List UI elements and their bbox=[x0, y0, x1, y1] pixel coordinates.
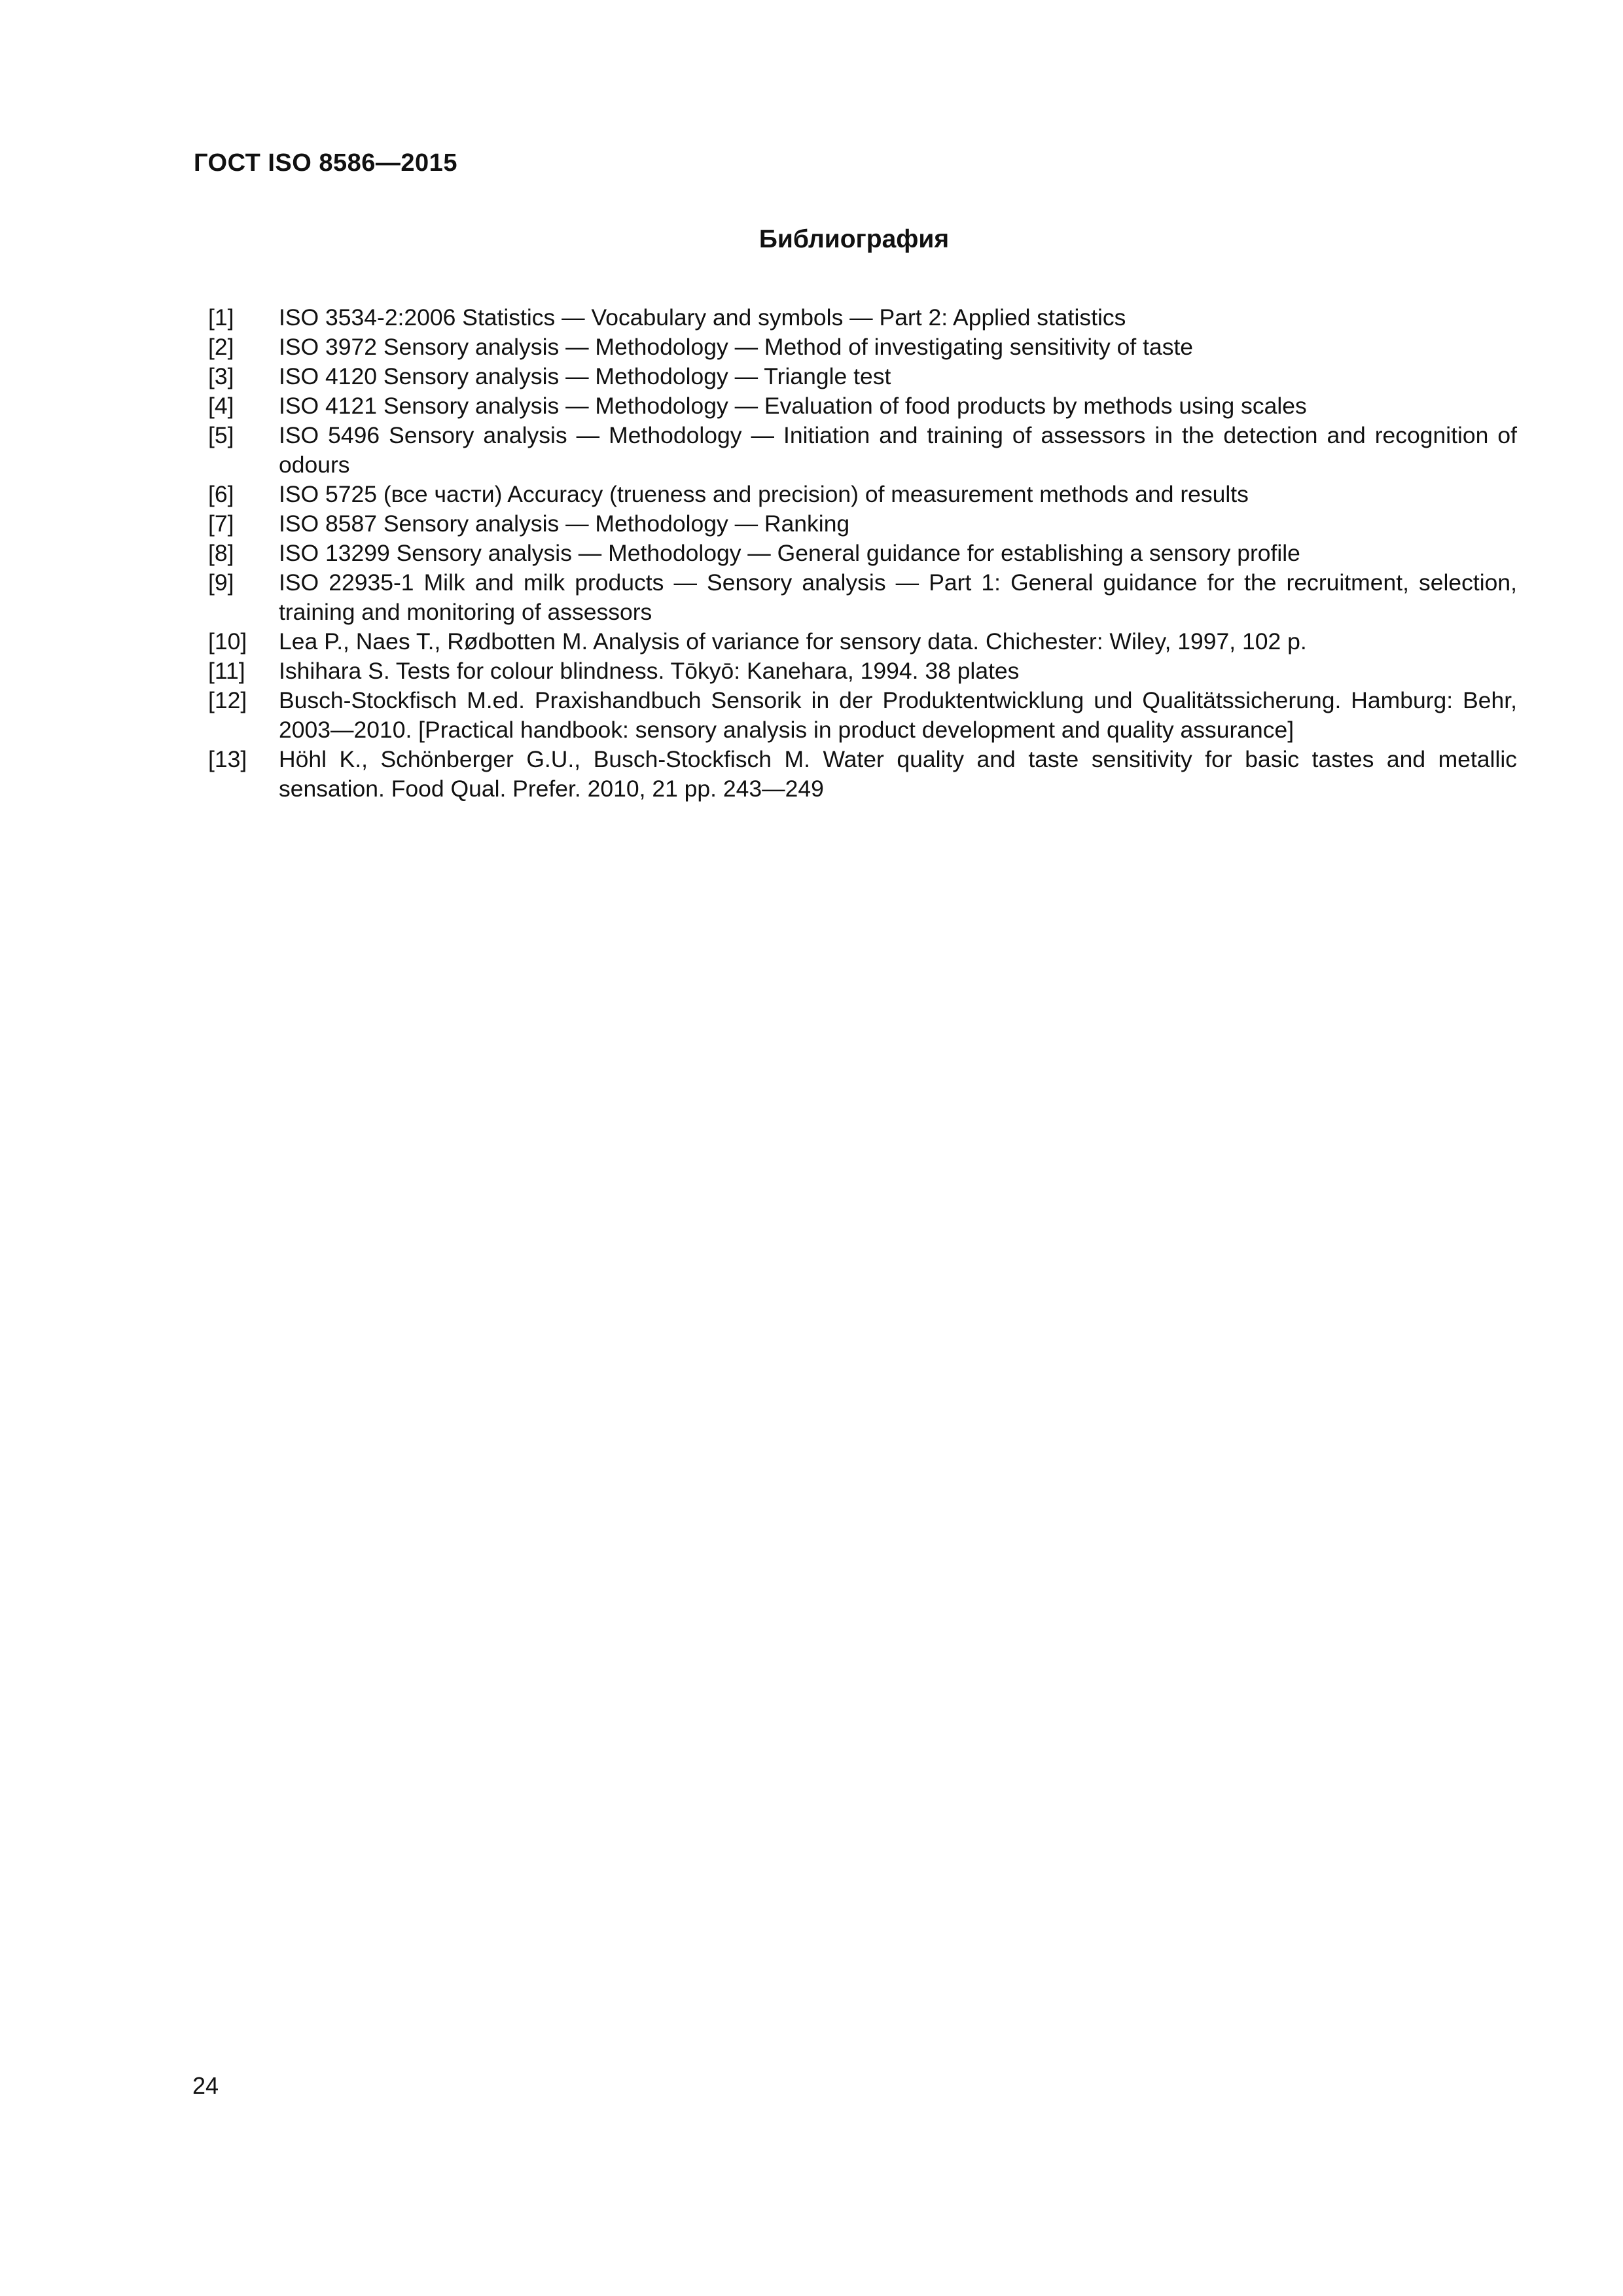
bibliography-entry-number: [10] bbox=[208, 628, 247, 655]
bibliography-entry-text: ISO 5725 (все части) Accuracy (trueness and precision) of measurement methods and results bbox=[279, 481, 1249, 507]
bibliography-entry-number: [5] bbox=[208, 422, 234, 448]
bibliography-list bbox=[208, 303, 1517, 804]
bibliography-entry-text: Ishihara S. Tests for colour blindness. Tōkyō: Kanehara, 1994. 38 plates bbox=[279, 658, 1020, 684]
bibliography-entry-number: [8] bbox=[208, 540, 234, 566]
bibliography-entry bbox=[208, 745, 1517, 804]
bibliography-entry-number: [7] bbox=[208, 511, 234, 537]
bibliography-entry-number: [11] bbox=[208, 658, 245, 684]
bibliography-entry-text: Busch-Stockfisch M.ed. Praxishandbuch Sensorik in der Produktentwicklung und Qualitätssicherung. Hamburg: Behr, 2003—2010. [Practical handbook: sensory analysis in product development and quality assurance] bbox=[279, 687, 1517, 743]
bibliography-entry-number: [13] bbox=[208, 746, 247, 772]
bibliography-entry bbox=[208, 568, 1517, 627]
bibliography-entry bbox=[208, 303, 1517, 332]
bibliography-entry-text: Höhl K., Schönberger G.U., Busch-Stockfisch M. Water quality and taste sensitivity for basic tastes and metallic sensation. Food Qual. Prefer. 2010, 21 pp. 243—249 bbox=[279, 746, 1517, 802]
bibliography-entry-text: ISO 22935-1 Milk and milk products — Sensory analysis — Part 1: General guidance for the recruitment, selection, training and monitoring of assessors bbox=[279, 569, 1517, 625]
bibliography-entry-text: ISO 4120 Sensory analysis — Methodology — Triangle test bbox=[279, 363, 891, 389]
bibliography-entry bbox=[208, 686, 1517, 745]
bibliography-entry-number: [1] bbox=[208, 304, 234, 331]
section-title: Библиография bbox=[758, 225, 950, 253]
bibliography-entry-text: ISO 4121 Sensory analysis — Methodology — Evaluation of food products by methods using scales bbox=[279, 393, 1307, 419]
bibliography-entry-number: [9] bbox=[208, 569, 234, 596]
bibliography-entry-number: [12] bbox=[208, 687, 247, 713]
bibliography-entry bbox=[208, 480, 1517, 509]
bibliography-entry-text: ISO 8587 Sensory analysis — Methodology — Ranking bbox=[279, 511, 850, 537]
bibliography-entry-text: ISO 3534-2:2006 Statistics — Vocabulary and symbols — Part 2: Applied statistics bbox=[279, 304, 1126, 331]
bibliography-entry bbox=[208, 627, 1517, 656]
bibliography-entry bbox=[208, 656, 1517, 686]
bibliography-entry bbox=[208, 539, 1517, 568]
bibliography-entry-text: ISO 13299 Sensory analysis — Methodology — General guidance for establishing a sensory profile bbox=[279, 540, 1300, 566]
bibliography-entry bbox=[208, 362, 1517, 391]
bibliography-entry bbox=[208, 421, 1517, 480]
page-header-standard: ГОСТ ISO 8586—2015 bbox=[194, 149, 457, 177]
bibliography-entry-text: ISO 5496 Sensory analysis — Methodology — Initiation and training of assessors in the detection and recognition of odours bbox=[279, 422, 1517, 478]
bibliography-entry-number: [6] bbox=[208, 481, 234, 507]
page-number: 24 bbox=[192, 2072, 219, 2099]
bibliography-entry-number: [4] bbox=[208, 393, 234, 419]
bibliography-entry bbox=[208, 332, 1517, 362]
bibliography-entry bbox=[208, 509, 1517, 539]
bibliography-entry-number: [3] bbox=[208, 363, 234, 389]
bibliography-entry bbox=[208, 391, 1517, 421]
bibliography-entry-text: ISO 3972 Sensory analysis — Methodology — Method of investigating sensitivity of taste bbox=[279, 334, 1194, 360]
bibliography-entry-number: [2] bbox=[208, 334, 234, 360]
bibliography-entry-text: Lea P., Naes T., Rødbotten M. Analysis of variance for sensory data. Chichester: Wiley, 1997, 102 p. bbox=[279, 628, 1307, 655]
